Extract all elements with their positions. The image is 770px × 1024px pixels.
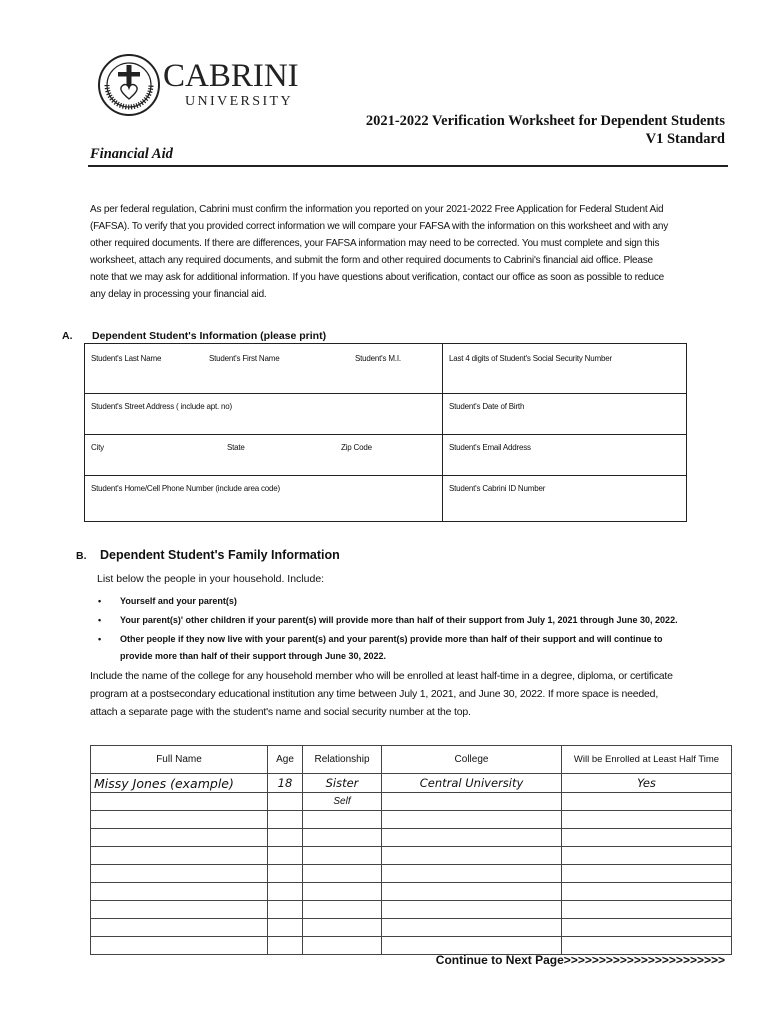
- intro-line: As per federal regulation, Cabrini must confirm the information you reported on your 2021-2022 Free Application for Federal Student Aid: [90, 204, 664, 215]
- name-cell[interactable]: [91, 919, 268, 937]
- phone-field[interactable]: Student's Home/Cell Phone Number (include area code): [91, 484, 281, 493]
- table-row[interactable]: [91, 883, 732, 901]
- college-cell[interactable]: [382, 919, 562, 937]
- table-row[interactable]: [91, 847, 732, 865]
- name-cell[interactable]: [91, 847, 268, 865]
- relationship-cell[interactable]: Self: [303, 793, 382, 811]
- intro-paragraph: [90, 201, 716, 303]
- section-b-paragraph: [90, 667, 730, 721]
- college-cell[interactable]: [382, 883, 562, 901]
- section-b-subtitle: List below the people in your household. Include:: [97, 573, 325, 585]
- intro-line: worksheet, attach any required documents, and submit the form and other required documents to Cabrini's financial aid office. Please: [90, 255, 653, 266]
- enrolled-cell[interactable]: [562, 901, 732, 919]
- name-cell[interactable]: [91, 883, 268, 901]
- city-field[interactable]: City: [91, 443, 104, 452]
- intro-line: other required documents. If there are differences, your FAFSA information may need to be corrected. You must complete and sign this: [90, 238, 660, 249]
- table-row[interactable]: [91, 937, 732, 955]
- age-cell[interactable]: [268, 793, 303, 811]
- zip-code-field[interactable]: Zip Code: [341, 443, 372, 452]
- example-relationship: Sister: [303, 774, 382, 793]
- college-cell[interactable]: [382, 829, 562, 847]
- college-cell[interactable]: [382, 937, 562, 955]
- relationship-cell[interactable]: [303, 865, 382, 883]
- enrolled-cell[interactable]: [562, 847, 732, 865]
- relationship-cell[interactable]: [303, 847, 382, 865]
- bullet-item: • Yourself and your parent(s): [120, 593, 237, 610]
- age-cell[interactable]: [268, 847, 303, 865]
- enrolled-cell[interactable]: [562, 937, 732, 955]
- age-cell[interactable]: [268, 829, 303, 847]
- bullet-dot-icon: •: [98, 615, 102, 625]
- table-row[interactable]: [91, 865, 732, 883]
- logo-subtitle: UNIVERSITY: [185, 94, 293, 109]
- age-cell[interactable]: [268, 883, 303, 901]
- enrolled-cell[interactable]: [562, 793, 732, 811]
- department-name: Financial Aid: [90, 146, 173, 162]
- continue-next-page: Continue to Next Page>>>>>>>>>>>>>>>>>>>>>>>: [435, 953, 725, 967]
- age-cell[interactable]: [268, 919, 303, 937]
- college-cell[interactable]: [382, 865, 562, 883]
- last-name-field[interactable]: Student's Last Name: [91, 354, 162, 363]
- state-field[interactable]: State: [227, 443, 245, 452]
- section-b-heading: [76, 548, 340, 562]
- age-cell[interactable]: [268, 901, 303, 919]
- age-cell[interactable]: [268, 865, 303, 883]
- intro-line: (FAFSA). To verify that you provided correct information we will compare your FAFSA with the information on this worksheet and with any: [90, 221, 669, 232]
- student-info-row: [85, 393, 686, 435]
- cabrini-id-field[interactable]: Student's Cabrini ID Number: [449, 484, 546, 493]
- header-rule: [88, 165, 728, 167]
- enrolled-cell[interactable]: [562, 883, 732, 901]
- relationship-cell[interactable]: [303, 829, 382, 847]
- middle-initial-field[interactable]: Student's M.I.: [355, 354, 401, 363]
- paragraph-line: program at a postsecondary educational institution any time between July 1, 2021, and June 30, 2022. If more space is needed,: [90, 688, 659, 700]
- ssn-last4-field[interactable]: Last 4 digits of Student's Social Security Number: [449, 354, 612, 363]
- intro-line: any delay in processing your financial aid.: [90, 289, 267, 300]
- name-cell[interactable]: [91, 829, 268, 847]
- name-cell[interactable]: [91, 937, 268, 955]
- bullet-item-continued: provide more than half of their support through June 30, 2022.: [120, 651, 387, 661]
- column-header: Will be Enrolled at Least Half Time: [562, 746, 732, 774]
- enrolled-cell[interactable]: [562, 919, 732, 937]
- name-cell[interactable]: [91, 793, 268, 811]
- example-row: [91, 774, 732, 793]
- household-table: [90, 745, 732, 955]
- name-cell[interactable]: [91, 865, 268, 883]
- section-a-label: A.: [62, 330, 73, 342]
- first-name-field[interactable]: Student's First Name: [209, 354, 280, 363]
- age-cell[interactable]: [268, 811, 303, 829]
- example-college: Central University: [382, 774, 562, 793]
- college-cell[interactable]: [382, 847, 562, 865]
- document-title: [366, 112, 725, 148]
- example-name: Missy Jones (example): [91, 774, 268, 793]
- section-a-heading: [62, 330, 326, 342]
- relationship-cell[interactable]: [303, 937, 382, 955]
- section-b-title: Dependent Student's Family Information: [100, 548, 340, 562]
- street-address-field[interactable]: Student's Street Address ( include apt. no): [91, 402, 233, 411]
- table-row[interactable]: [91, 829, 732, 847]
- bullet-dot-icon: •: [98, 596, 102, 606]
- column-header: Relationship: [303, 746, 382, 774]
- relationship-cell[interactable]: [303, 883, 382, 901]
- student-info-row: [85, 434, 686, 476]
- bullet-item: • Your parent(s)' other children if your parent(s) will provide more than half of their support from July 1, 2021 through June 30, 2022.: [120, 612, 678, 629]
- name-cell[interactable]: [91, 901, 268, 919]
- logo-wordmark: CABRINI: [163, 58, 299, 94]
- title-line-1: 2021-2022 Verification Worksheet for Dependent Students: [365, 113, 725, 129]
- enrolled-cell[interactable]: [562, 829, 732, 847]
- example-age: 18: [268, 774, 303, 793]
- enrolled-cell[interactable]: [562, 811, 732, 829]
- bullet-item: • Other people if they now live with your parent(s) and your parent(s) provide more than half of their support and will continue to: [120, 631, 663, 648]
- table-row[interactable]: [91, 811, 732, 829]
- intro-line: note that we may ask for additional information. If you have questions about verification, contact our office as soon as possible to reduce: [90, 272, 665, 283]
- section-b-label: B.: [76, 550, 87, 562]
- age-cell[interactable]: [268, 937, 303, 955]
- relationship-cell[interactable]: [303, 919, 382, 937]
- relationship-cell[interactable]: [303, 901, 382, 919]
- student-info-box: [84, 343, 687, 522]
- title-line-2: V1 Standard: [645, 131, 725, 147]
- date-of-birth-field[interactable]: Student's Date of Birth: [449, 402, 525, 411]
- column-header: Age: [268, 746, 303, 774]
- example-enrolled: Yes: [562, 774, 732, 793]
- college-cell[interactable]: [382, 901, 562, 919]
- name-cell[interactable]: [91, 811, 268, 829]
- column-header: College: [382, 746, 562, 774]
- student-info-row: [85, 344, 686, 394]
- table-row[interactable]: [91, 793, 732, 811]
- email-field[interactable]: Student's Email Address: [449, 443, 531, 452]
- bullet-dot-icon: •: [98, 634, 102, 644]
- cabrini-seal-logo: [97, 53, 161, 117]
- enrolled-cell[interactable]: [562, 865, 732, 883]
- paragraph-line: attach a separate page with the student's name and social security number at the top.: [90, 706, 471, 718]
- table-row[interactable]: [91, 901, 732, 919]
- household-table-header: [91, 746, 732, 774]
- table-row[interactable]: [91, 919, 732, 937]
- paragraph-line: Include the name of the college for any household member who will be enrolled at least half-time in a degree, diploma, or certificate: [90, 670, 673, 682]
- column-header: Full Name: [91, 746, 268, 774]
- relationship-cell[interactable]: [303, 811, 382, 829]
- college-cell[interactable]: [382, 793, 562, 811]
- section-a-title: Dependent Student's Information (please print): [92, 330, 327, 342]
- college-cell[interactable]: [382, 811, 562, 829]
- student-info-divider: [442, 344, 443, 521]
